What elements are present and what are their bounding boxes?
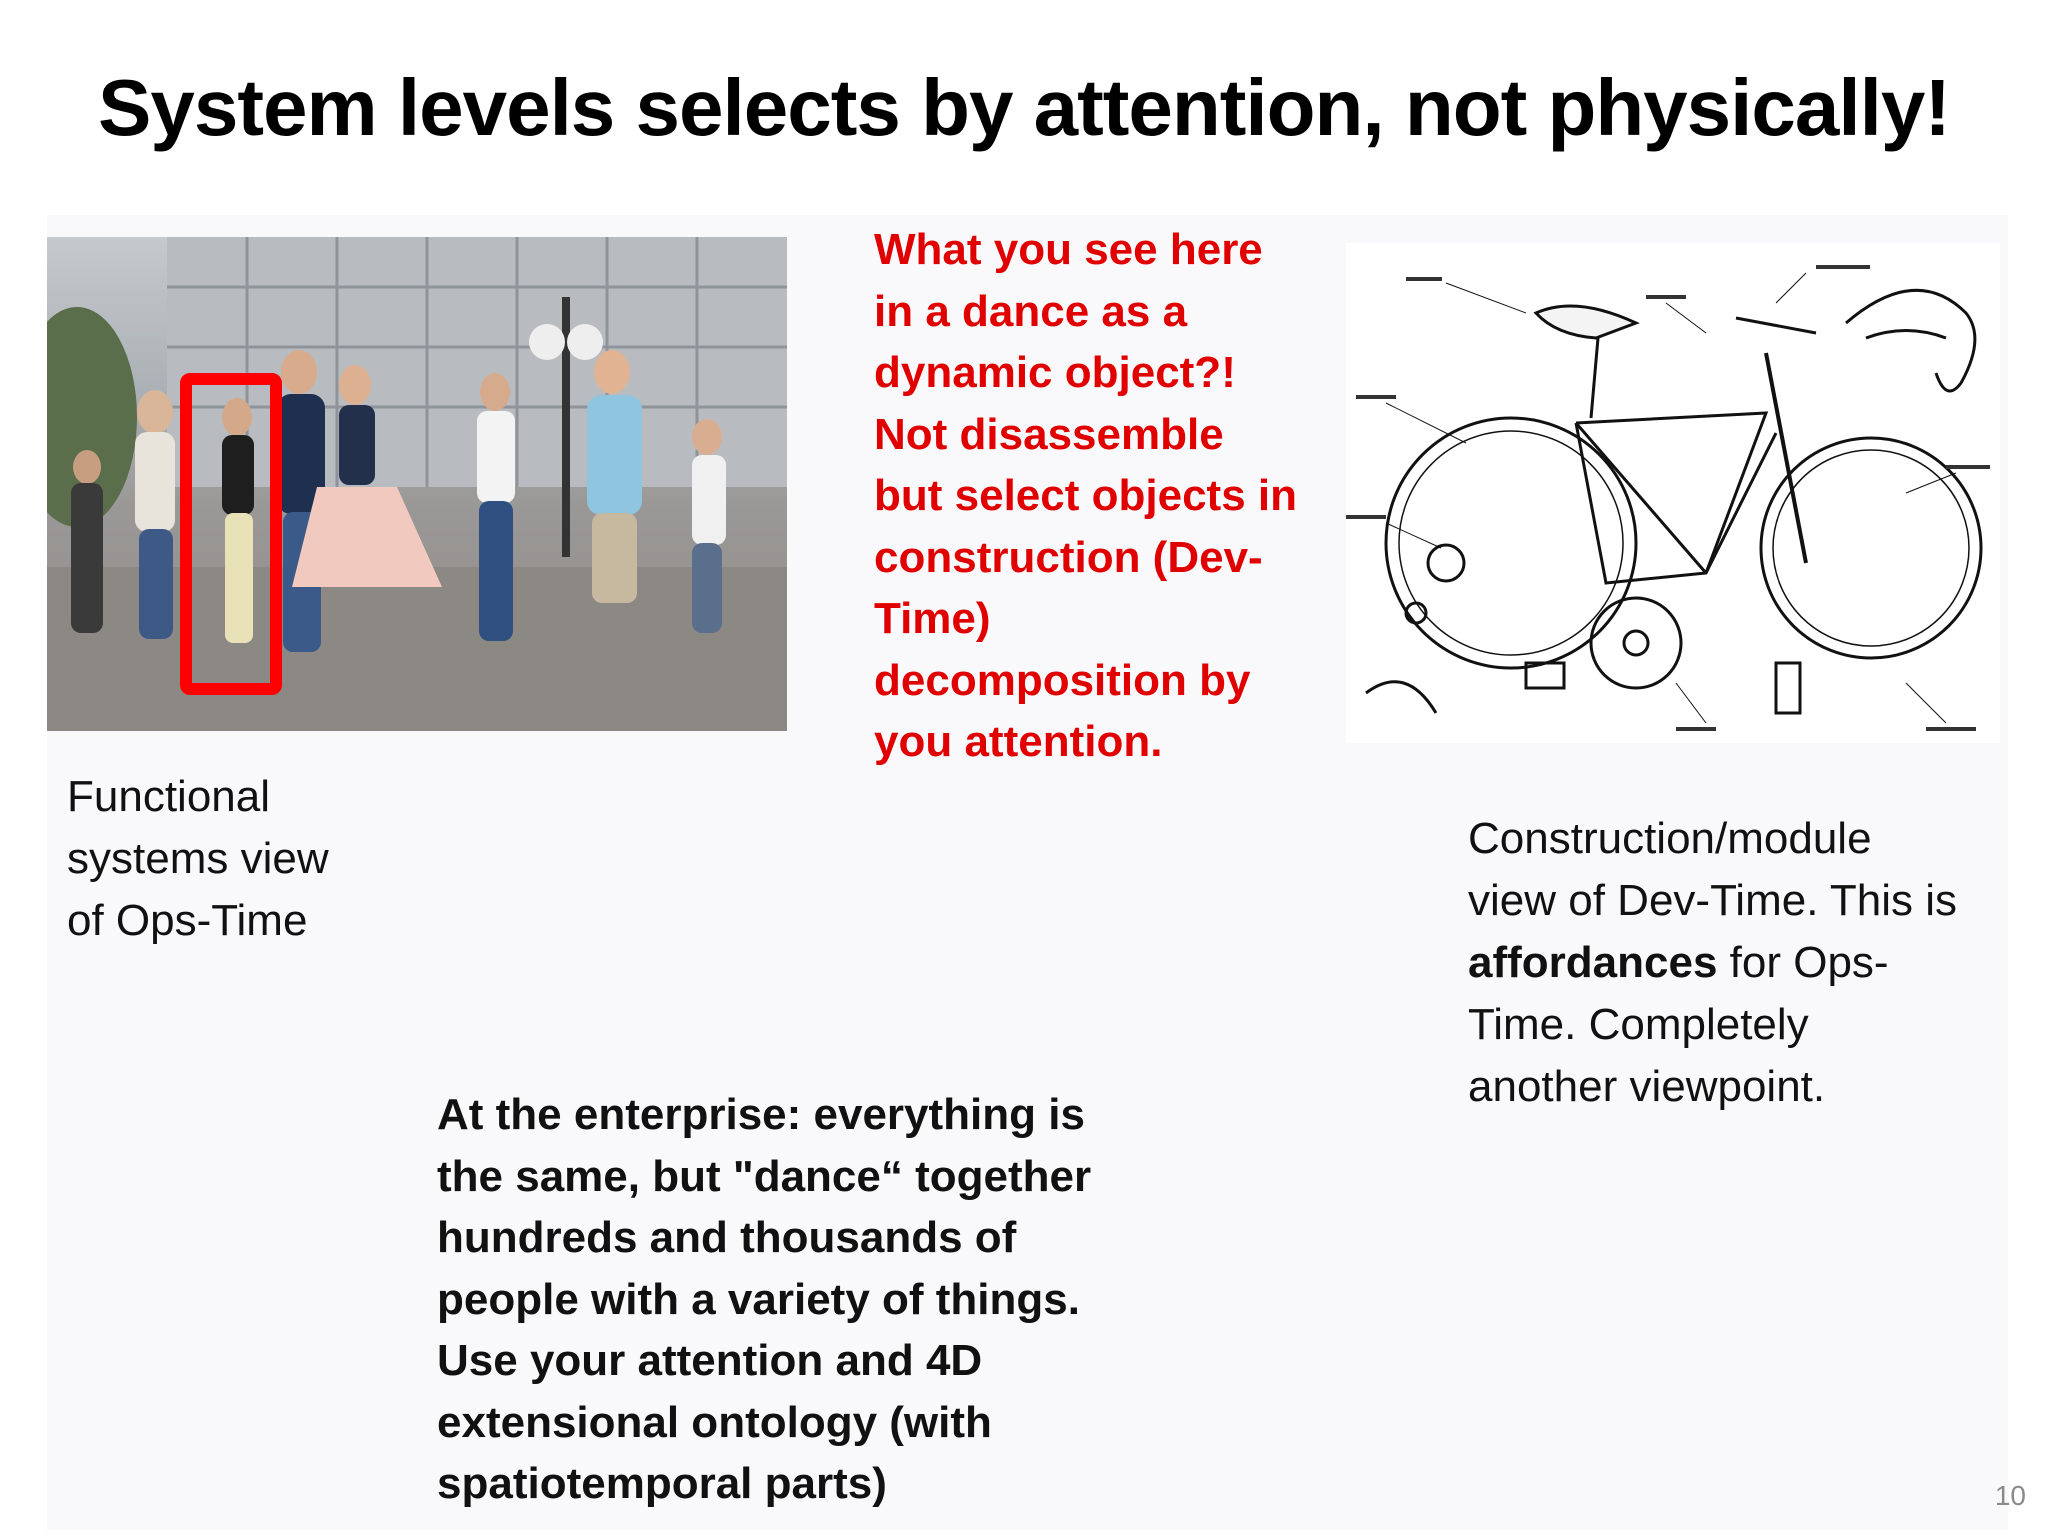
red-callout-line: you attention. [874,717,1163,766]
affordances-emphasis: affordances [1468,938,1718,987]
red-callout-line: but select objects in [874,471,1297,520]
functional-systems-caption [67,766,397,952]
caption-line: Construction/module [1468,814,1872,863]
enterprise-note [437,1084,1137,1515]
caption-line: of Ops-Time [67,896,308,945]
red-callout-text [874,219,1319,773]
caption-line: systems view [67,834,329,883]
red-callout-line: dynamic object?! [874,348,1236,397]
construction-view-caption [1468,808,2008,1118]
red-callout-line: Not disassemble [874,409,1224,459]
caption-line: Time. Completely [1468,1000,1809,1049]
caption-text: for Ops- [1717,938,1889,987]
note-line: spatiotemporal parts) [437,1459,887,1508]
red-callout-line: decomposition by [874,655,1251,705]
note-line: hundreds and thousands of [437,1213,1017,1262]
page-number: 10 [1994,1480,2026,1511]
red-callout-line: What you see here [874,225,1263,274]
caption-line: another viewpoint. [1468,1062,1826,1111]
note-line: At the enterprise: everything is [437,1090,1085,1139]
red-callout-line: Time) [874,594,991,643]
caption-line [1468,932,2008,994]
red-callout-line: in a dance as a [874,286,1188,336]
note-line: extensional ontology (with [437,1397,992,1447]
note-line: the same, but "dance“ together [437,1151,1092,1201]
note-line: people with a variety of things. [437,1274,1080,1324]
dance-photo [47,237,787,731]
caption-line: view of Dev-Time. This is [1468,876,1957,925]
slide-title: System levels selects by attention, not physically! [98,63,1950,152]
caption-line: Functional [67,772,271,821]
red-callout-line: construction (Dev- [874,532,1263,582]
bicycle-exploded-diagram [1346,243,2000,743]
note-line: Use your attention and 4D [437,1336,983,1385]
